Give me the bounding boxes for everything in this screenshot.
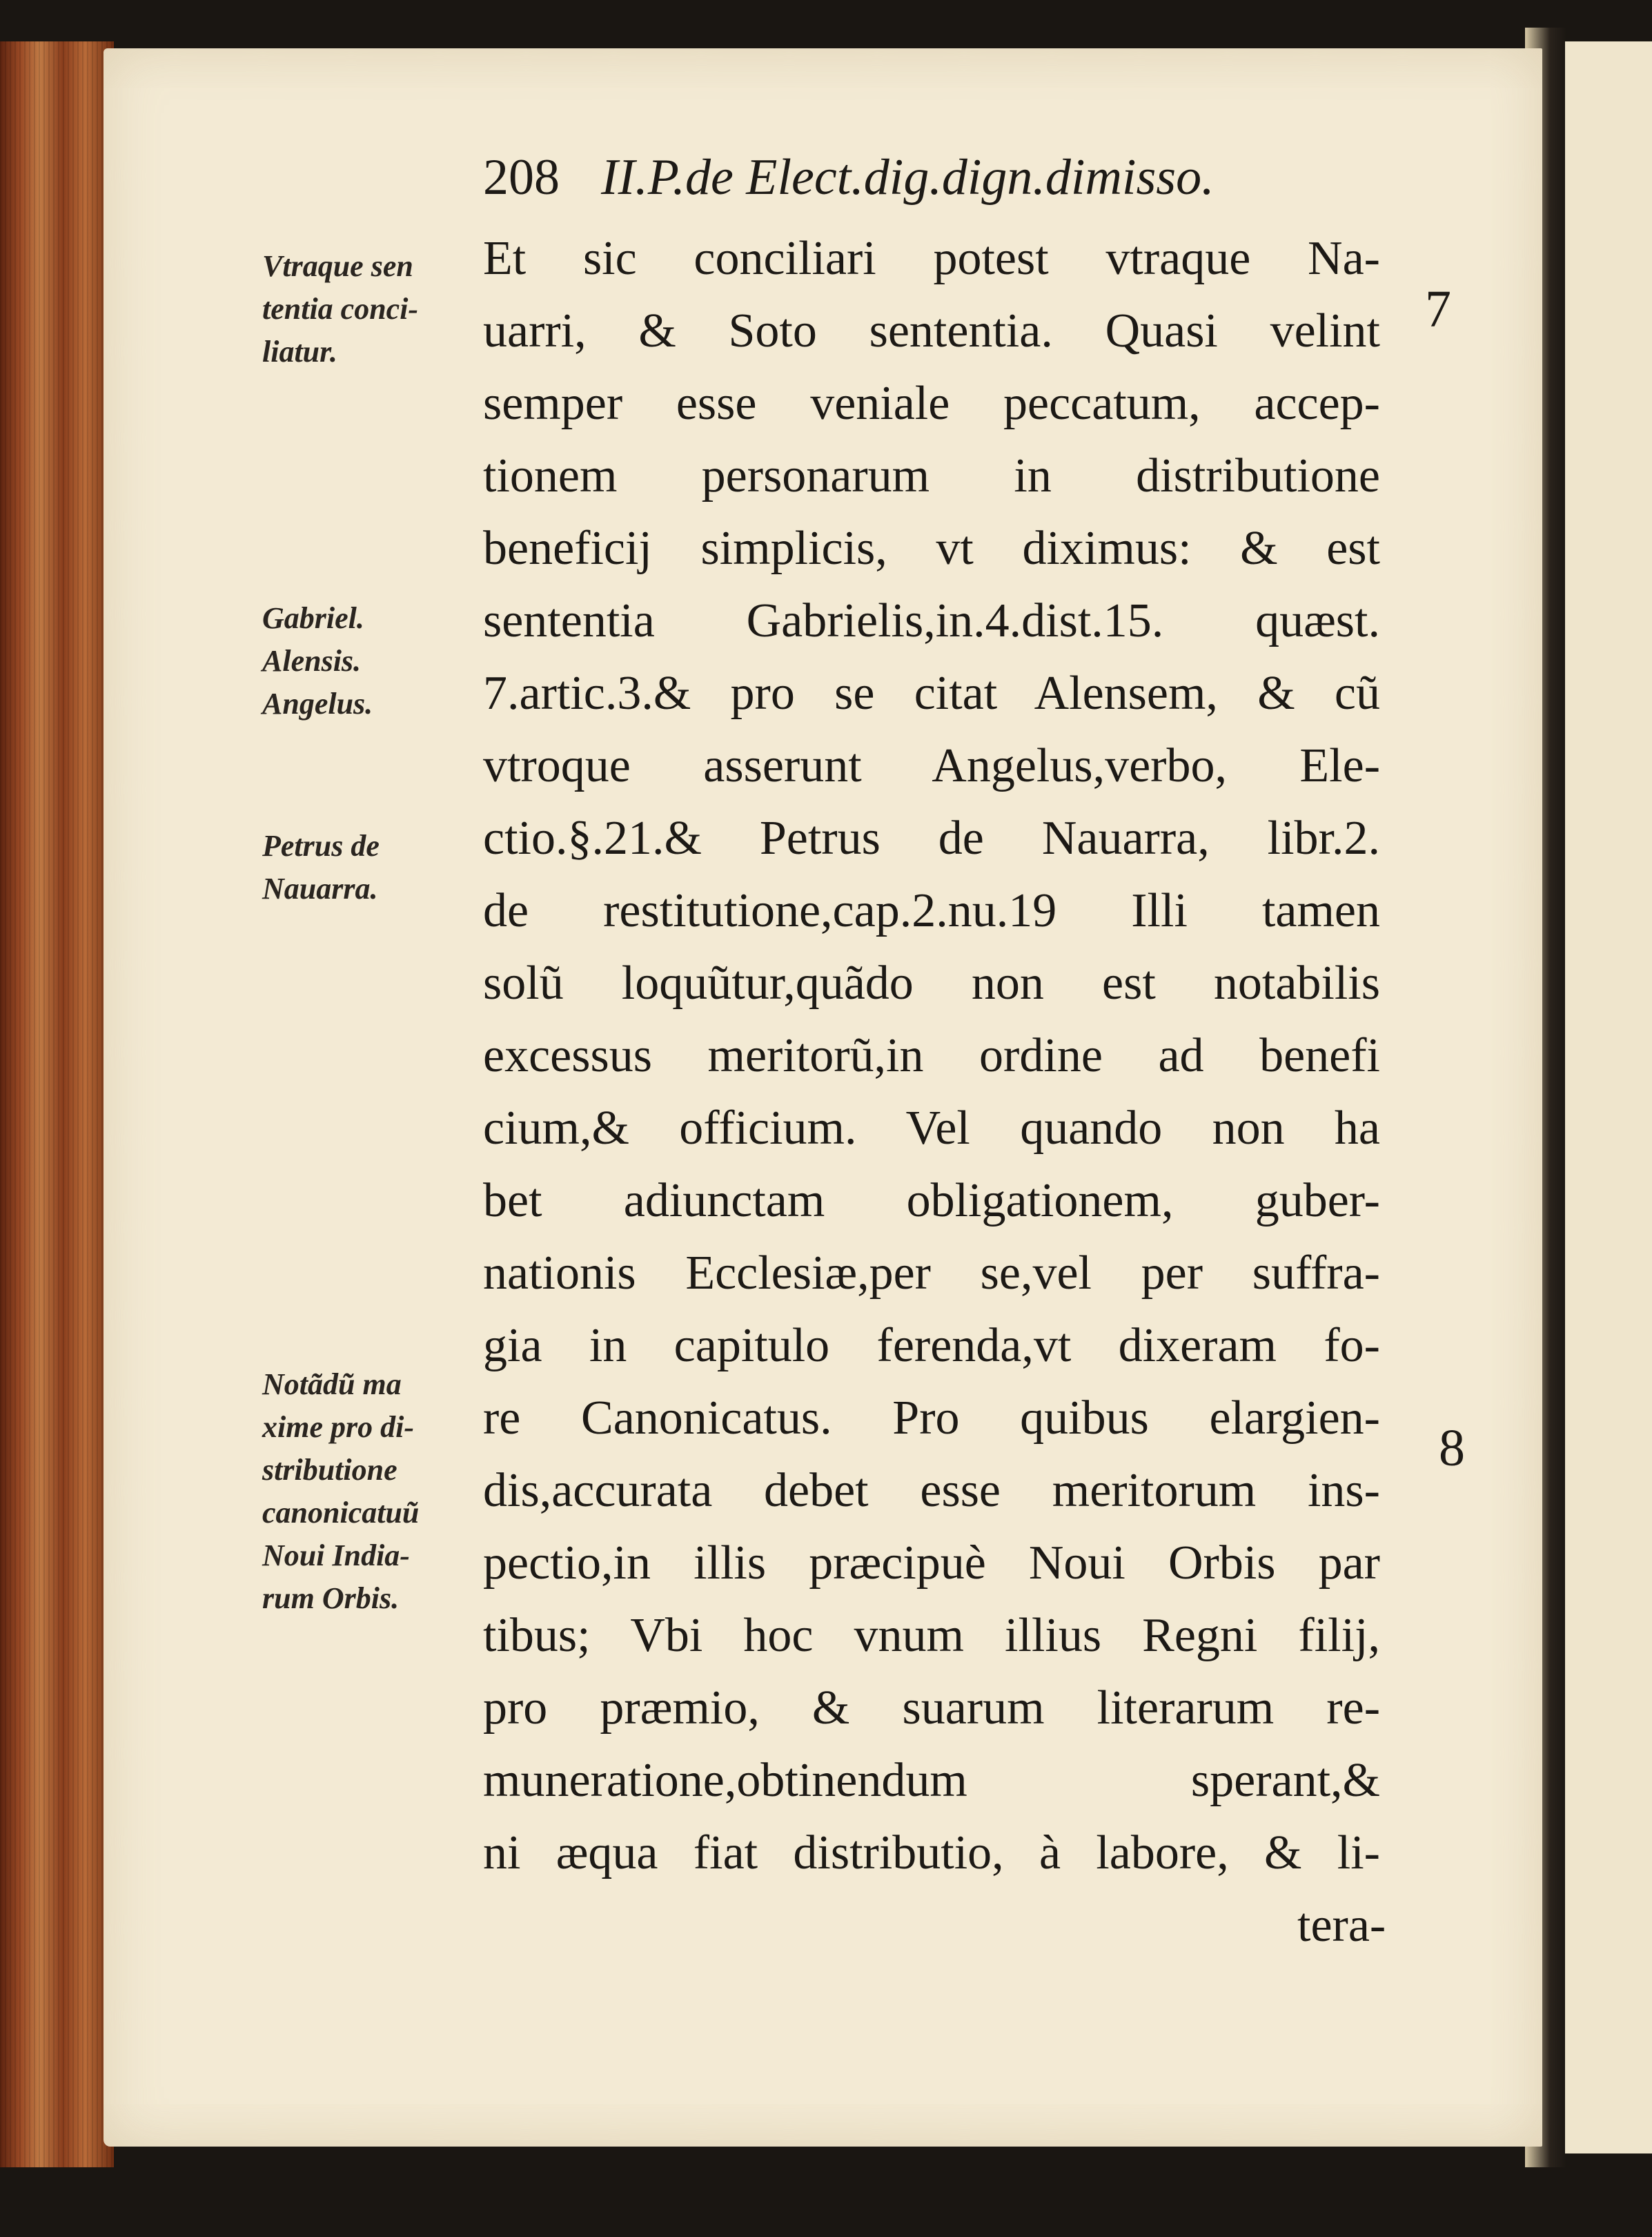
margin-note-authorities bbox=[262, 597, 469, 725]
text-line: semper esse veniale peccatum, accep- bbox=[483, 377, 1380, 430]
text-line: uarri, & Soto sententia. Quasi velint bbox=[483, 304, 1380, 358]
text-line: pectio,in illis præcipuè Noui Orbis par bbox=[483, 1536, 1380, 1590]
text-line: dis,accurata debet esse meritorum ins- bbox=[483, 1464, 1380, 1517]
margin-note-line: Angelus. bbox=[262, 687, 373, 721]
text-line: ni æqua fiat distributio, à labore, & li- bbox=[483, 1826, 1380, 1879]
text-line: de restitutione,cap.2.nu.19 Illi tamen bbox=[483, 884, 1380, 937]
margin-note-line: Nauarra. bbox=[262, 872, 378, 906]
book-edge bbox=[0, 41, 114, 2167]
text-line: muneratione,obtinendum sperant,& bbox=[483, 1754, 1380, 1807]
margin-note-line: rum Orbis. bbox=[262, 1581, 400, 1615]
margin-note-line: Notãdũ ma bbox=[262, 1367, 402, 1401]
text-line: bet adiunctam obligationem, guber- bbox=[483, 1174, 1380, 1227]
text-line: pro præmio, & suarum literarum re- bbox=[483, 1681, 1380, 1735]
margin-note-line: Petrus de bbox=[262, 829, 380, 863]
running-title: II.P.de Elect.dig.dign.dimisso. bbox=[601, 149, 1215, 206]
margin-note-canonicates bbox=[262, 1363, 469, 1620]
text-line: re Canonicatus. Pro quibus elargien- bbox=[483, 1391, 1380, 1445]
margin-note-line: tentia conci- bbox=[262, 292, 419, 326]
text-line: beneficij simplicis, vt diximus: & est bbox=[483, 522, 1380, 575]
text-line: sententia Gabrielis,in.4.dist.15. quæst. bbox=[483, 594, 1380, 647]
facing-page bbox=[1565, 41, 1652, 2153]
margin-note-line: xime pro di- bbox=[262, 1410, 414, 1444]
margin-note-navarra bbox=[262, 825, 469, 910]
text-line: vtroque asserunt Angelus,verbo, Ele- bbox=[483, 739, 1380, 792]
text-line: Et sic conciliari potest vtraque Na- bbox=[483, 232, 1380, 285]
text-line: excessus meritorũ,in ordine ad benefi bbox=[483, 1029, 1380, 1082]
margin-note-line: liatur. bbox=[262, 335, 337, 369]
text-line: solũ loquũtur,quãdo non est notabilis bbox=[483, 957, 1380, 1010]
outer-margin-number: 7 bbox=[1425, 280, 1451, 338]
text-line: ctio.§.21.& Petrus de Nauarra, libr.2. bbox=[483, 812, 1380, 865]
margin-note-line: stributione bbox=[262, 1453, 397, 1487]
margin-note-conciliation bbox=[262, 245, 469, 373]
text-line: 7.artic.3.& pro se citat Alensem, & cũ bbox=[483, 667, 1380, 720]
text-line: tibus; Vbi hoc vnum illius Regni filij, bbox=[483, 1609, 1380, 1662]
margin-note-line: Gabriel. bbox=[262, 601, 364, 635]
main-text bbox=[483, 221, 1394, 1919]
margin-note-line: canonicatuũ bbox=[262, 1496, 420, 1530]
running-head bbox=[483, 148, 1380, 211]
text-line: cium,& officium. Vel quando non ha bbox=[483, 1102, 1380, 1155]
page-number: 208 bbox=[483, 149, 560, 206]
catchword: tera- bbox=[1297, 1899, 1386, 1952]
margin-note-line: Alensis. bbox=[262, 644, 362, 678]
text-line: gia in capitulo ferenda,vt dixeram fo- bbox=[483, 1319, 1380, 1372]
text-line: tionem personarum in distributione bbox=[483, 449, 1380, 502]
margin-note-line: Noui India- bbox=[262, 1538, 410, 1572]
outer-margin-number: 8 bbox=[1439, 1419, 1465, 1477]
text-line: nationis Ecclesiæ,per se,vel per suffra- bbox=[483, 1247, 1380, 1300]
margin-note-line: Vtraque sen bbox=[262, 249, 413, 283]
